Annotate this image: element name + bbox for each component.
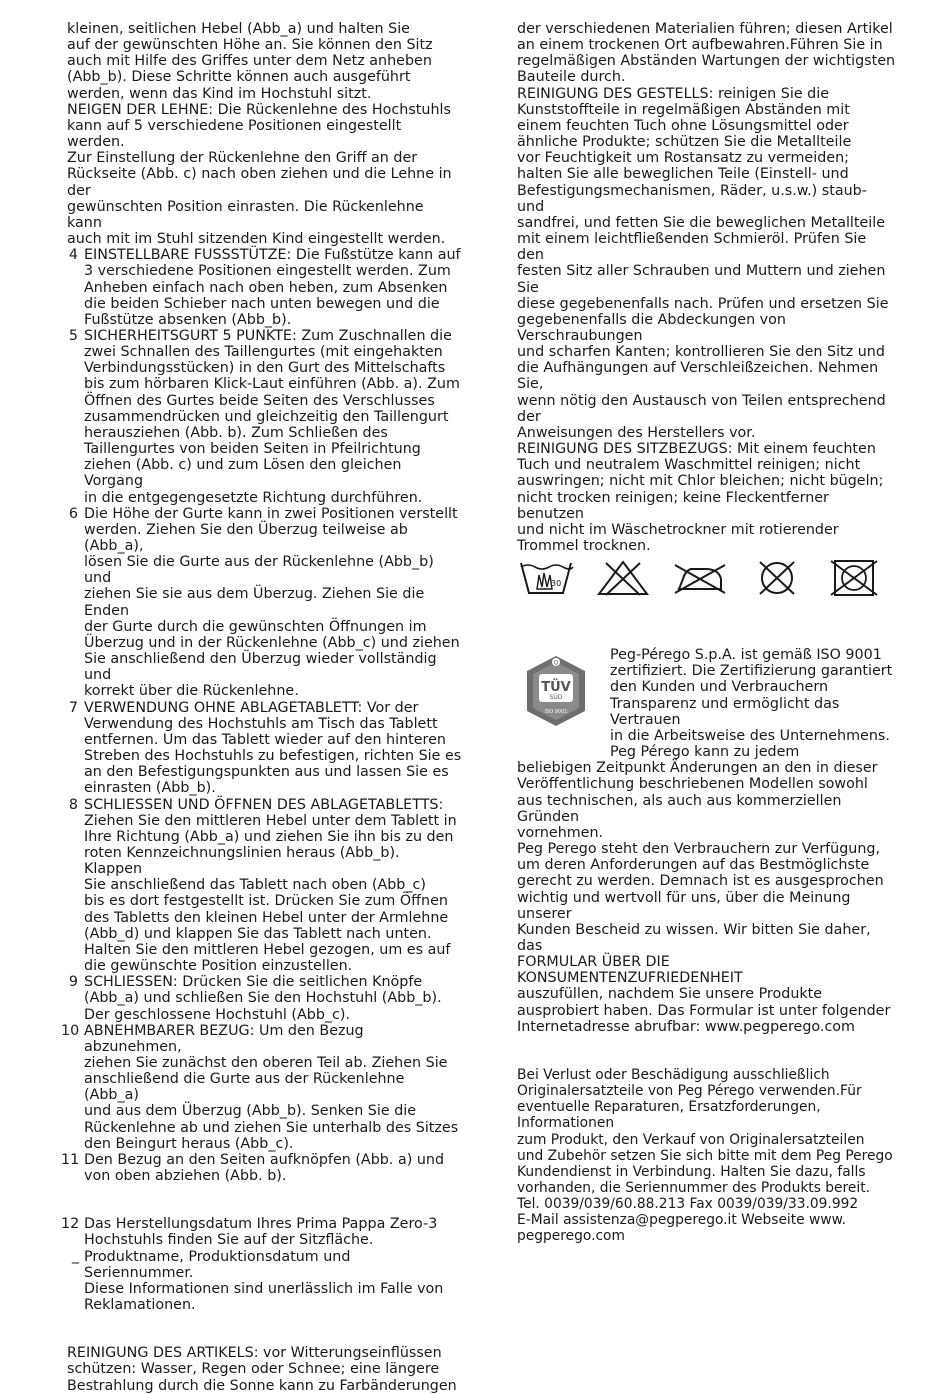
- no-dry-clean-icon: [748, 559, 806, 597]
- item-number: 12: [61, 1216, 80, 1233]
- instruction-item-11: [61, 1151, 462, 1185]
- item-number: 6: [68, 505, 78, 522]
- spacer: [67, 1184, 462, 1216]
- badge-main-text: TÜV: [541, 680, 571, 696]
- hand-wash-30-icon: [517, 559, 575, 597]
- customer-service-contacts: Bei Verlust oder Beschädigung ausschließlich Originalersatzteile von Peg Pérego verwenden.Für eventuelle Reparaturen, Ersatzforderungen, Informationen zum Produkt, den Verkauf von Originalersatzteilen und Zubehör setzen Sie sich bitte mit dem Peg Perego Kundendienst in Verbindung. Halten Sie dazu, falls vorhanden, die Seriennummer des Produkts bereit. Tel. 0039/039/60.88.213 Fax 0039/039/33.09.992 E-Mail assistenza@pegperego.it Webseite www. pegperego.com: [517, 1066, 893, 1245]
- instruction-item-7: [67, 700, 462, 797]
- item-number: 5: [68, 327, 78, 344]
- right-column: [517, 21, 897, 1245]
- care-symbols-row: [517, 559, 897, 599]
- no-tumble-dry-icon: [825, 559, 883, 597]
- item-number: 8: [68, 796, 78, 813]
- spacer: [67, 1313, 462, 1345]
- instruction-item-5: [67, 328, 462, 506]
- instruction-item-9: [67, 974, 462, 1022]
- badge-sub-text: SÜD: [549, 694, 563, 702]
- item-text: Die Höhe der Gurte kann in zwei Positionen verstellt werden. Ziehen Sie den Überzug teilweise ab (Abb_a), lösen Sie die Gurte aus der Rückenlehne (Abb_b) und ziehen Sie sie aus dem Überzug. Ziehen Sie die Enden der Gurte durch die gewünschten Öffnungen im Überzug und in der Rückenlehne (Abb_c) und ziehen Sie anschließend den Überzug wieder vollständig und korrekt über die Rückenlehne.: [84, 505, 460, 700]
- iso-certification-block: [517, 647, 897, 1035]
- iso-text-indented: Peg-Pérego S.p.A. ist gemäß ISO 9001 zertifiziert. Die Zertifizierung garantiert den Kunden und Verbrauchern Transparenz und ermöglicht das Vertrauen in die Arbeitsweise des Unternehmens. Peg Pérego kann zu jedem: [610, 647, 893, 761]
- item-number: 10: [61, 1022, 80, 1039]
- instruction-item-8: [67, 797, 462, 975]
- badge-bottom-text: ISO 9001: [544, 709, 568, 716]
- item-text: ABNEHMBARER BEZUG: Um den Bezug abzunehmen, ziehen Sie zunächst den oberen Teil ab. Ziehen Sie anschließend die Gurte aus der Rückenlehne (Abb_a) und aus dem Überzug (Abb_b). Senken Sie die Rückenlehne ab und ziehen Sie unterhalb des Sitzes den Beingurt heraus (Abb_c).: [84, 1022, 459, 1152]
- item-text: Das Herstellungsdatum Ihres Prima Pappa Zero-3 Hochstuhls finden Sie auf der Sitzfläche. Produktname, Produktionsdatum und Seriennummer. Diese Informationen sind unerlässlich im Falle von Reklamationen.: [84, 1216, 444, 1314]
- tuv-sud-iso-logo: [521, 654, 591, 728]
- item-text: Den Bezug an den Seiten aufknöpfen (Abb. a) und von oben abziehen (Abb. b).: [84, 1151, 445, 1185]
- no-iron-icon: [671, 559, 729, 597]
- item-text: VERWENDUNG OHNE ABLAGETABLETT: Vor der Verwendung des Hochstuhls am Tisch das Tablett entfernen. Um das Tablett wieder auf den hinteren Streben des Hochstuhls zu befestigen, richten Sie es an den Befestigungspunkten aus und lassen Sie es einrasten (Abb_b).: [84, 699, 462, 797]
- intro-paragraph: kleinen, seitlichen Hebel (Abb_a) und halten Sie auf der gewünschten Höhe an. Sie können den Sitz auch mit Hilfe des Griffes unter dem Netz anheben (Abb_b). Diese Schritte können auch ausgeführt werden, wenn das Kind im Hochstuhl sitzt. NEIGEN DER LEHNE: Die Rückenlehne des Hochstuhls kann auf 5 verschiedene Positionen eingestellt werden. Zur Einstellung der Rückenlehne den Griff an der Rückseite (Abb. c) nach oben ziehen und die Lehne in der gewünschten Position einrasten. Die Rückenlehne kann auch mit im Stuhl sitzenden Kind eingestellt werden.: [67, 21, 452, 248]
- item-text: SCHLIESSEN UND ÖFFNEN DES ABLAGETABLETTS: Ziehen Sie den mittleren Hebel unter dem Tablett in Ihre Richtung (Abb_a) und ziehen Sie ihn bis zu den roten Kennzeichnungslinien heraus (Abb_b). Klappen Sie anschließend das Tablett nach oben (Abb_c) bis es dort festgestellt ist. Drücken Sie zum Öffnen des Tabletts den kleinen Hebel unter der Armlehne (Abb_d) und klappen Sie das Tablett nach unten. Halten Sie den mittleren Hebel gezogen, um es auf die gewünschte Position einzustellen.: [84, 796, 457, 975]
- iso-text-full: beliebigen Zeitpunkt Änderungen an den in dieser Veröffentlichung beschriebenen Modellen sowohl aus technischen, als auch aus kommerziellen Gründen vornehmen. Peg Perego steht den Verbrauchern zur Verfügung, um deren Anforderungen auf das Bestmöglichste gerecht zu werden. Demnach ist es ausgesprochen wichtig und wertvoll für uns, über die Meinung unserer Kunden Bescheid zu wissen. Wir bitten Sie daher, das FORMULAR ÜBER DIE KONSUMENTENZUFRIEDENHEIT auszufüllen, nachdem Sie unsere Produkte ausprobiert haben. Das Formular ist unter folgender Internetadresse abrufbar: www.pegperego.com: [517, 760, 891, 1035]
- no-bleach-icon: [594, 559, 652, 597]
- badge-top-text: Q: [553, 659, 559, 667]
- item-number: 4: [68, 247, 78, 264]
- item-number: 11: [61, 1151, 80, 1168]
- instruction-item-10: [61, 1022, 462, 1152]
- instruction-item-4: [67, 247, 462, 328]
- instruction-item-6: [67, 506, 462, 700]
- item-number: 7: [68, 699, 78, 716]
- item-number: 9: [68, 974, 78, 991]
- left-column: [61, 21, 462, 1394]
- item-text: EINSTELLBARE FUSSSTÜTZE: Die Fußstütze kann auf 3 verschiedene Positionen eingestellt werden. Zum Anheben einfach nach oben heben, zum Absenken die beiden Schieber nach unten bewegen und die Fußstütze absenken (Abb_b).: [84, 247, 461, 328]
- svg-text:30: 30: [551, 579, 562, 589]
- item-marker: _: [71, 1248, 80, 1265]
- cleaning-paragraph: REINIGUNG DES ARTIKELS: vor Witterungseinflüssen schützen: Wasser, Regen oder Schnee; eine längere Bestrahlung durch die Sonne kann zu Farbänderungen: [67, 1345, 457, 1394]
- care-paragraph: der verschiedenen Materialien führen; diesen Artikel an einem trockenen Ort aufbewahren.Führen Sie in regelmäßigen Abständen Wartungen der wichtigsten Bauteile durch. REINIGUNG DES GESTELLS: reinigen Sie die Kunststoffteile in regelmäßigen Abständen mit einem feuchten Tuch ohne Lösungsmittel oder ähnliche Produkte; schützen Sie die Metallteile vor Feuchtigkeit um Rostansatz zu vermeiden; halten Sie alle beweglichen Teile (Einstell- und Befestigungsmechanismen, Räder, u.s.w.) staub- und sandfrei, und fetten Sie die beweglichen Metallteile mit einem leichtfließenden Schmieröl. Prüfen Sie den festen Sitz aller Schrauben und Muttern und ziehen Sie diese gegebenenfalls nach. Prüfen und ersetzen Sie gegebenenfalls die Abdeckungen von Verschraubungen und scharfen Kanten; kontrollieren Sie den Sitz und die Aufhängungen auf Verschleißzeichen. Nehmen Sie, wenn nötig den Austausch von Teilen entsprechend der Anweisungen des Herstellers vor. REINIGUNG DES SITZBEZUGS: Mit einem feuchten Tuch und neutralem Waschmittel reinigen; nicht auswringen; nicht mit Chlor bleichen; nicht bügeln; nicht trocken reinigen; keine Fleckentferner benutzen und nicht im Wäschetrockner mit rotierender Trommel trocknen.: [517, 21, 896, 554]
- instruction-item-12: [61, 1216, 462, 1314]
- item-text: SICHERHEITSGURT 5 PUNKTE: Zum Zuschnallen die zwei Schnallen des Taillengurtes (mit eingehakten Verbindungsstücken) in den Gurt des Mittelschafts bis zum hörbaren Klick-Laut einführen (Abb. a). Zum Öffnen des Gurtes beide Seiten des Verschlusses zusammendrücken und gleichzeitig den Taillengurt herausziehen (Abb. b). Zum Schließen des Taillengurtes von beiden Seiten in Pfeilrichtung ziehen (Abb. c) und zum Lösen den gleichen Vorgang in die entgegengesetzte Richtung durchführen.: [84, 327, 460, 506]
- item-text: SCHLIESSEN: Drücken Sie die seitlichen Knöpfe (Abb_a) und schließen Sie den Hochstuhl (Abb_b). Der geschlossene Hochstuhl (Abb_c).: [84, 974, 442, 1023]
